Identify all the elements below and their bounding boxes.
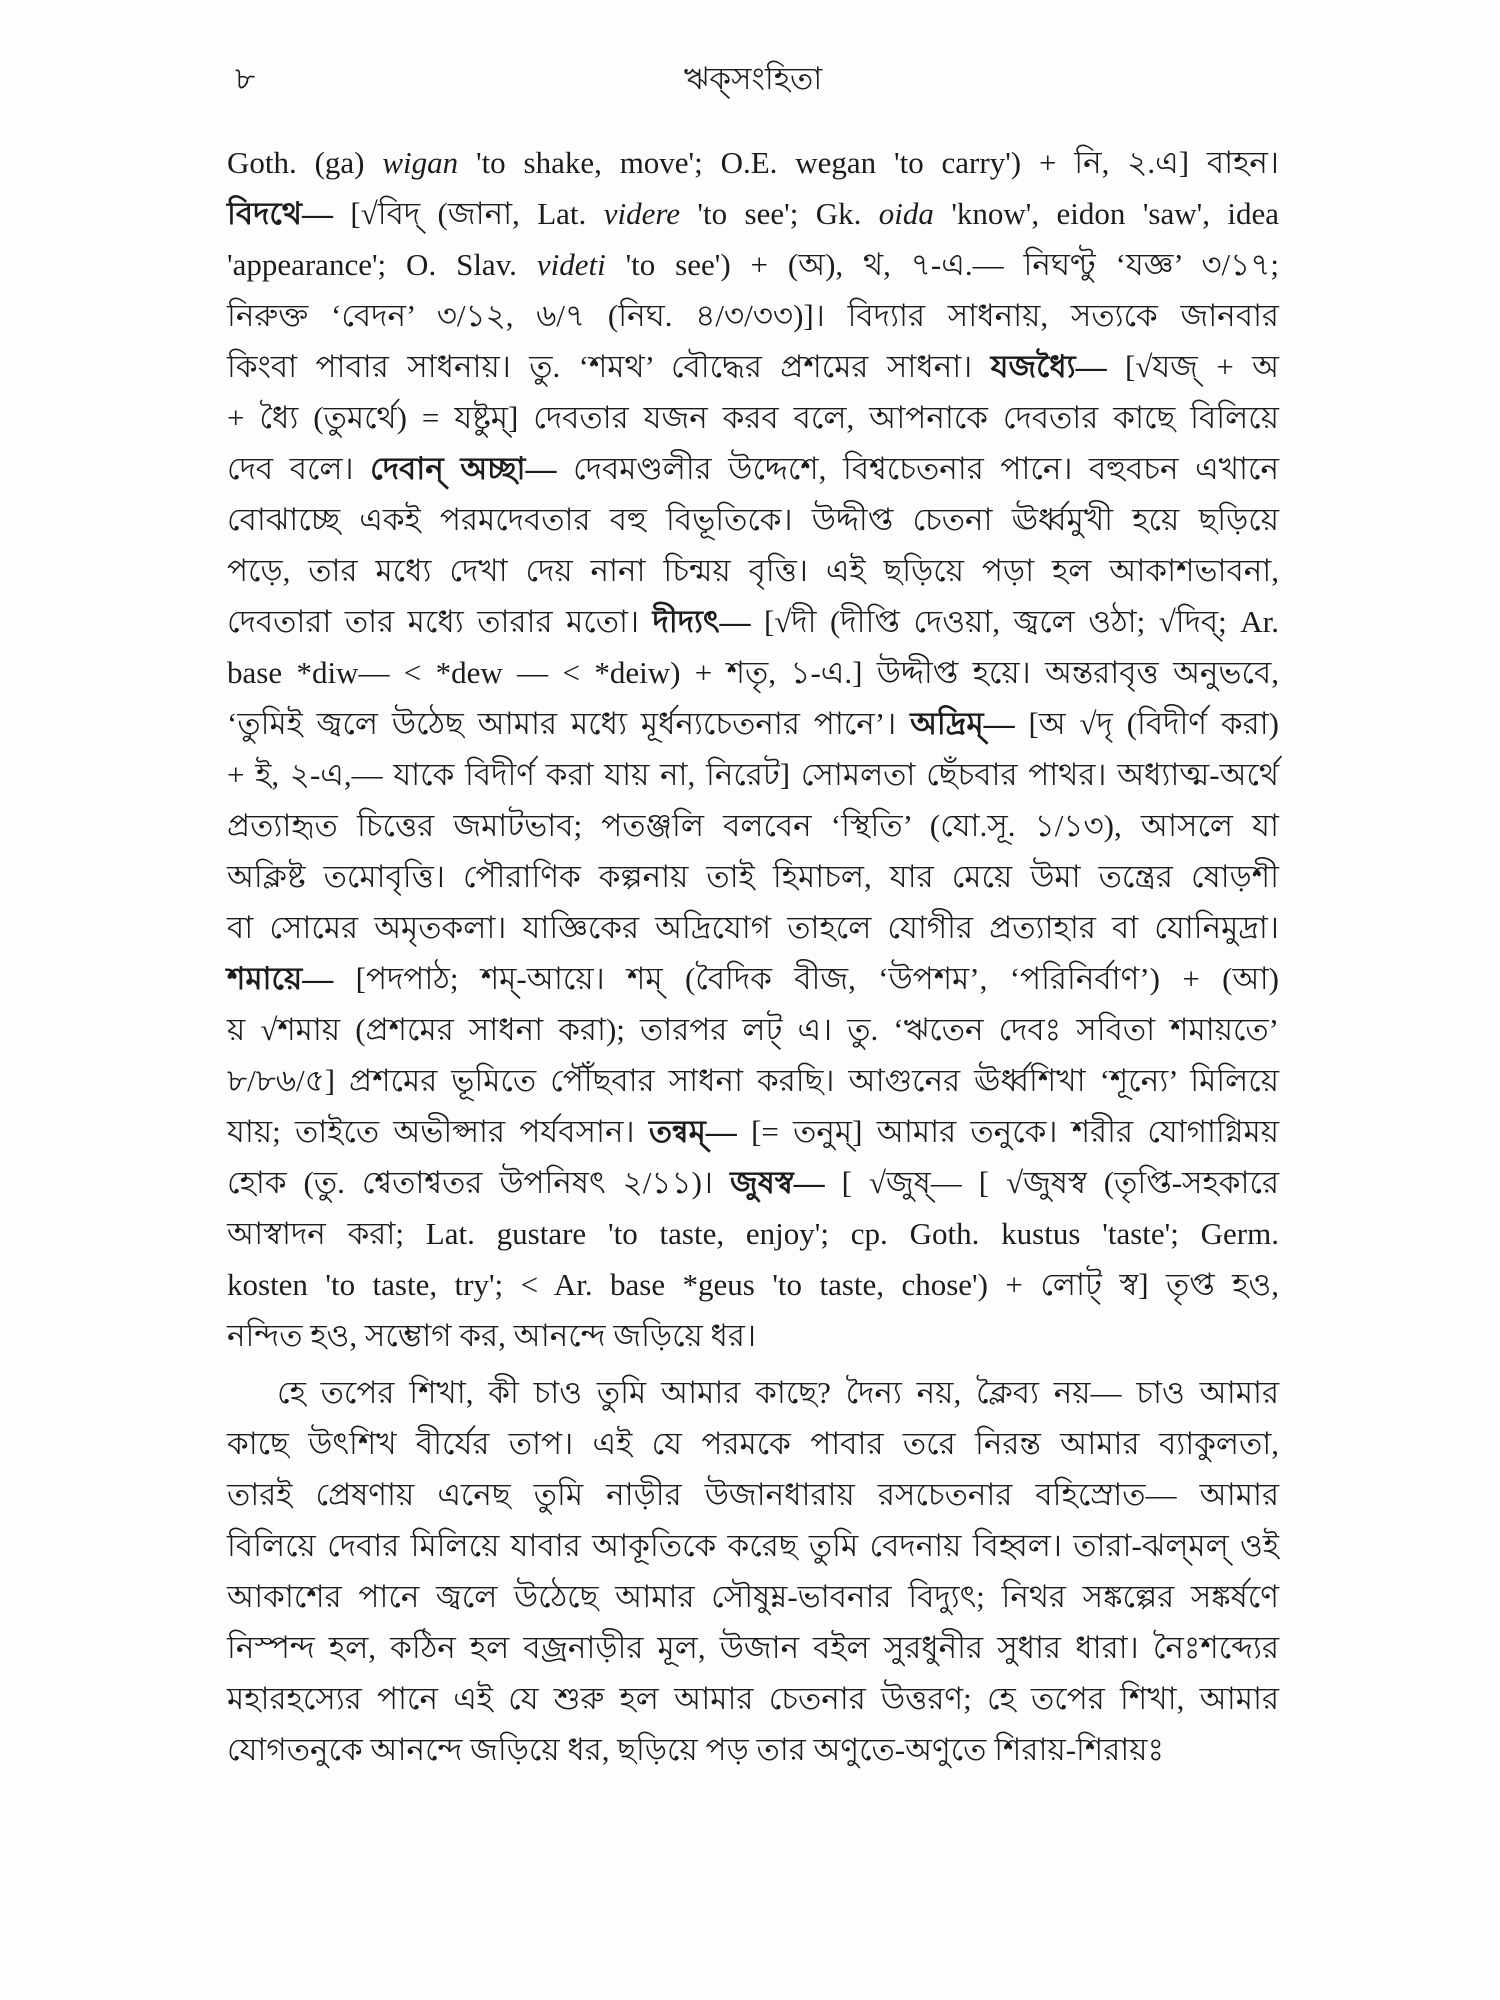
text-run: দেবমণ্ডলীর উদ্দেশে, বিশ্বচেতনার পানে। বহুবচন এখানে <box>556 451 1279 486</box>
text-line <box>227 1622 1279 1673</box>
text-run: নিরুক্ত ‘বেদন’ ৩/১২, ৬/৭ (নিঘ. ৪/৩/৩৩)]। বিদ্যার সাধনায়, সত্যকে জানবার <box>227 298 1279 333</box>
text-run: [অ √দৃ (বিদীর্ণ করা) <box>1014 706 1279 741</box>
text-line <box>227 800 1279 851</box>
text-run: অক্লিষ্ট তমোবৃত্তি। পৌরাণিক কল্পনায় তাই হিমাচল, যার মেয়ে উমা তন্ত্রের ষোড়শী <box>227 859 1279 894</box>
text-run: কাছে উৎশিখ বীর্যের তাপ। এই যে পরমকে পাবার তরে নিরন্ত আমার ব্যাকুলতা, <box>227 1426 1279 1461</box>
text-line <box>227 239 1279 290</box>
text-run: 'know', eidon 'saw', idea <box>933 196 1279 231</box>
text-line <box>227 1469 1279 1520</box>
page-number: ৮ <box>235 61 256 96</box>
text-line <box>227 1520 1279 1571</box>
text-run: Goth. (ga) <box>227 145 383 180</box>
italic-term: videti <box>536 247 606 282</box>
text-run: 'to see'; Gk. <box>680 196 879 231</box>
text-run: [√যজ্ + অ <box>1106 349 1279 384</box>
text-run: নন্দিত হও, সম্ভোগ কর, আনন্দে জড়িয়ে ধর। <box>227 1318 757 1353</box>
text-line <box>227 1004 1279 1055</box>
text-line <box>227 698 1279 749</box>
text-run: ৮/৮৬/৫] প্রশমের ভূমিতে পৌঁছবার সাধনা করছি। আগুনের ঊর্ধ্বশিখা ‘শূন্যে’ মিলিয়ে <box>227 1063 1279 1098</box>
text-run: মহারহস্যের পানে এই যে শুরু হল আমার চেতনার উত্তরণ; হে তপের শিখা, আমার <box>227 1681 1279 1716</box>
text-line <box>227 851 1279 902</box>
text-line <box>227 596 1279 647</box>
text-line <box>227 1571 1279 1622</box>
text-line <box>227 443 1279 494</box>
text-line <box>227 188 1279 239</box>
text-line <box>227 1259 1279 1310</box>
text-run: হোক (তু. শ্বেতাশ্বতর উপনিষৎ ২/১১)। <box>227 1165 730 1200</box>
text-line <box>227 1157 1279 1208</box>
text-line <box>227 1208 1279 1259</box>
text-run: [= তনুম্] আমার তনুকে। শরীর যোগাগ্নিময় <box>736 1114 1279 1149</box>
text-run: [√বিদ্ (জানা, Lat. <box>332 196 604 231</box>
text-run: নিস্পন্দ হল, কঠিন হল বজ্রনাড়ীর মূল, উজান বইল সুরধুনীর সুধার ধারা। নৈঃশব্দ্যের <box>227 1630 1279 1665</box>
text-run: [ √জুষ্— [ √জুষস্ব (তৃপ্তি-সহকারে <box>824 1165 1279 1200</box>
paragraph <box>227 137 1279 1361</box>
text-run: তারই প্রেষণায় এনেছ তুমি নাড়ীর উজানধারায় রসচেতনার বহিস্রোত— আমার <box>227 1477 1279 1512</box>
text-line <box>227 1673 1279 1724</box>
text-run: যায়; তাইতে অভীপ্সার পর্যবসান। <box>227 1114 649 1149</box>
text-run: [√দী (দীপ্তি দেওয়া, জ্বলে ওঠা; √দিব্; Ar. <box>750 604 1280 639</box>
text-run: কিংবা পাবার সাধনায়। তু. ‘শমথ’ বৌদ্ধের প্রশমের সাধনা। <box>227 349 991 384</box>
text-line <box>227 1310 1279 1361</box>
text-run: বিলিয়ে দেবার মিলিয়ে যাবার আকূতিকে করেছ তুমি বেদনায় বিহ্বল। তারা-ঝল্‌মল্ ওই <box>227 1528 1279 1563</box>
text-run: 'appearance'; O. Slav. <box>227 247 537 282</box>
text-line <box>227 647 1279 698</box>
headword: জুষস্ব— <box>729 1165 825 1200</box>
text-line <box>227 953 1279 1004</box>
text-line <box>227 1724 1279 1775</box>
text-line <box>227 1367 1279 1418</box>
text-run: 'to shake, move'; O.E. wegan 'to carry') + নি, ২.এ] বাহন। <box>458 145 1280 180</box>
page-body <box>227 137 1279 1775</box>
text-run: আকাশের পানে জ্বলে উঠেছে আমার সৌষুম্ন-ভাবনার বিদ্যুৎ; নিথর সঙ্কল্পের সঙ্কর্ষণে <box>227 1579 1279 1614</box>
italic-term: oida <box>878 196 934 231</box>
text-line <box>227 341 1279 392</box>
headword: দীদ্যৎ— <box>652 604 751 639</box>
italic-term: videre <box>603 196 681 231</box>
text-line <box>227 1055 1279 1106</box>
text-line <box>227 290 1279 341</box>
text-run: ‘তুমিই জ্বলে উঠেছ আমার মধ্যে মূর্ধন্যচেতনার পানে’। <box>227 706 911 741</box>
text-run: kosten 'to taste, try'; < Ar. base *geus 'to taste, chose') + লোট্ স্ব] তৃপ্ত হও, <box>227 1267 1279 1302</box>
text-run: বোঝাচ্ছে একই পরমদেবতার বহু বিভূতিকে। উদ্দীপ্ত চেতনা ঊর্ধ্বমুখী হয়ে ছড়িয়ে <box>227 502 1279 537</box>
headword: অদ্রিম্— <box>910 706 1015 741</box>
headword: বিদথে— <box>227 196 333 231</box>
text-line <box>227 392 1279 443</box>
text-line <box>227 1418 1279 1469</box>
page-header <box>227 56 1279 102</box>
running-title: ঋক্‌সংহিতা <box>683 61 823 96</box>
text-run: প্রত্যাহৃত চিত্তের জমাটভাব; পতঞ্জলি বলবেন ‘স্থিতি’ (যো.সূ. ১/১৩), আসলে যা <box>227 808 1279 843</box>
text-run: base *diw— < *dew — < *deiw) + শতৃ, ১-এ.] উদ্দীপ্ত হয়ে। অন্তরাবৃত্ত অনুভবে, <box>227 655 1279 690</box>
text-run: হে তপের শিখা, কী চাও তুমি আমার কাছে? দৈন্য নয়, ক্লৈব্য নয়— চাও আমার <box>277 1375 1279 1410</box>
text-run: যোগতনুকে আনন্দে জড়িয়ে ধর, ছড়িয়ে পড় তার অণুতে-অণুতে শিরায়-শিরায়ঃ <box>227 1732 1165 1767</box>
text-line <box>227 137 1279 188</box>
text-line <box>227 545 1279 596</box>
paragraph <box>227 1367 1279 1775</box>
text-line <box>227 749 1279 800</box>
text-run: [পদপাঠ; শম্-আয়ে। শম্ (বৈদিক বীজ, ‘উপশম’, ‘পরিনির্বাণ’) + (আ) <box>333 961 1279 996</box>
text-line <box>227 1106 1279 1157</box>
text-run: আস্বাদন করা; Lat. gustare 'to taste, enjoy'; cp. Goth. kustus 'taste'; Germ. <box>227 1216 1279 1251</box>
text-run: + ধ্যৈ (তুমর্থে) = যষ্টুম্] দেবতার যজন করব বলে, আপনাকে দেবতার কাছে বিলিয়ে <box>227 400 1279 435</box>
headword: যজধ্যৈ— <box>990 349 1107 384</box>
text-line <box>227 902 1279 953</box>
headword: দেবান্ অচ্ছা— <box>370 451 557 486</box>
text-run: 'to see') + (অ), থ, ৭-এ.— নিঘণ্টু ‘যজ্ঞ’ ৩/১৭; <box>605 247 1279 282</box>
text-run: পড়ে, তার মধ্যে দেখা দেয় নানা চিন্ময় বৃত্তি। এই ছড়িয়ে পড়া হল আকাশভাবনা, <box>227 553 1279 588</box>
text-run: দেব বলে। <box>227 451 371 486</box>
headword: তন্বম্— <box>648 1114 737 1149</box>
text-run: বা সোমের অমৃতকলা। যাজ্ঞিকের অদ্রিযোগ তাহলে যোগীর প্রত্যাহার বা যোনিমুদ্রা। <box>227 910 1279 945</box>
italic-term: wigan <box>382 145 459 180</box>
text-run: দেবতারা তার মধ্যে তারার মতো। <box>227 604 653 639</box>
headword: শমায়ে— <box>227 961 334 996</box>
text-run: য় √শমায় (প্রশমের সাধনা করা); তারপর লট্ এ। তু. ‘ঋতেন দেবঃ সবিতা শমায়তে’ <box>227 1012 1279 1047</box>
text-line <box>227 494 1279 545</box>
text-run: + ই, ২-এ,— যাকে বিদীর্ণ করা যায় না, নিরেট] সোমলতা ছেঁচবার পাথর। অধ্যাত্ম-অর্থে <box>227 757 1279 792</box>
